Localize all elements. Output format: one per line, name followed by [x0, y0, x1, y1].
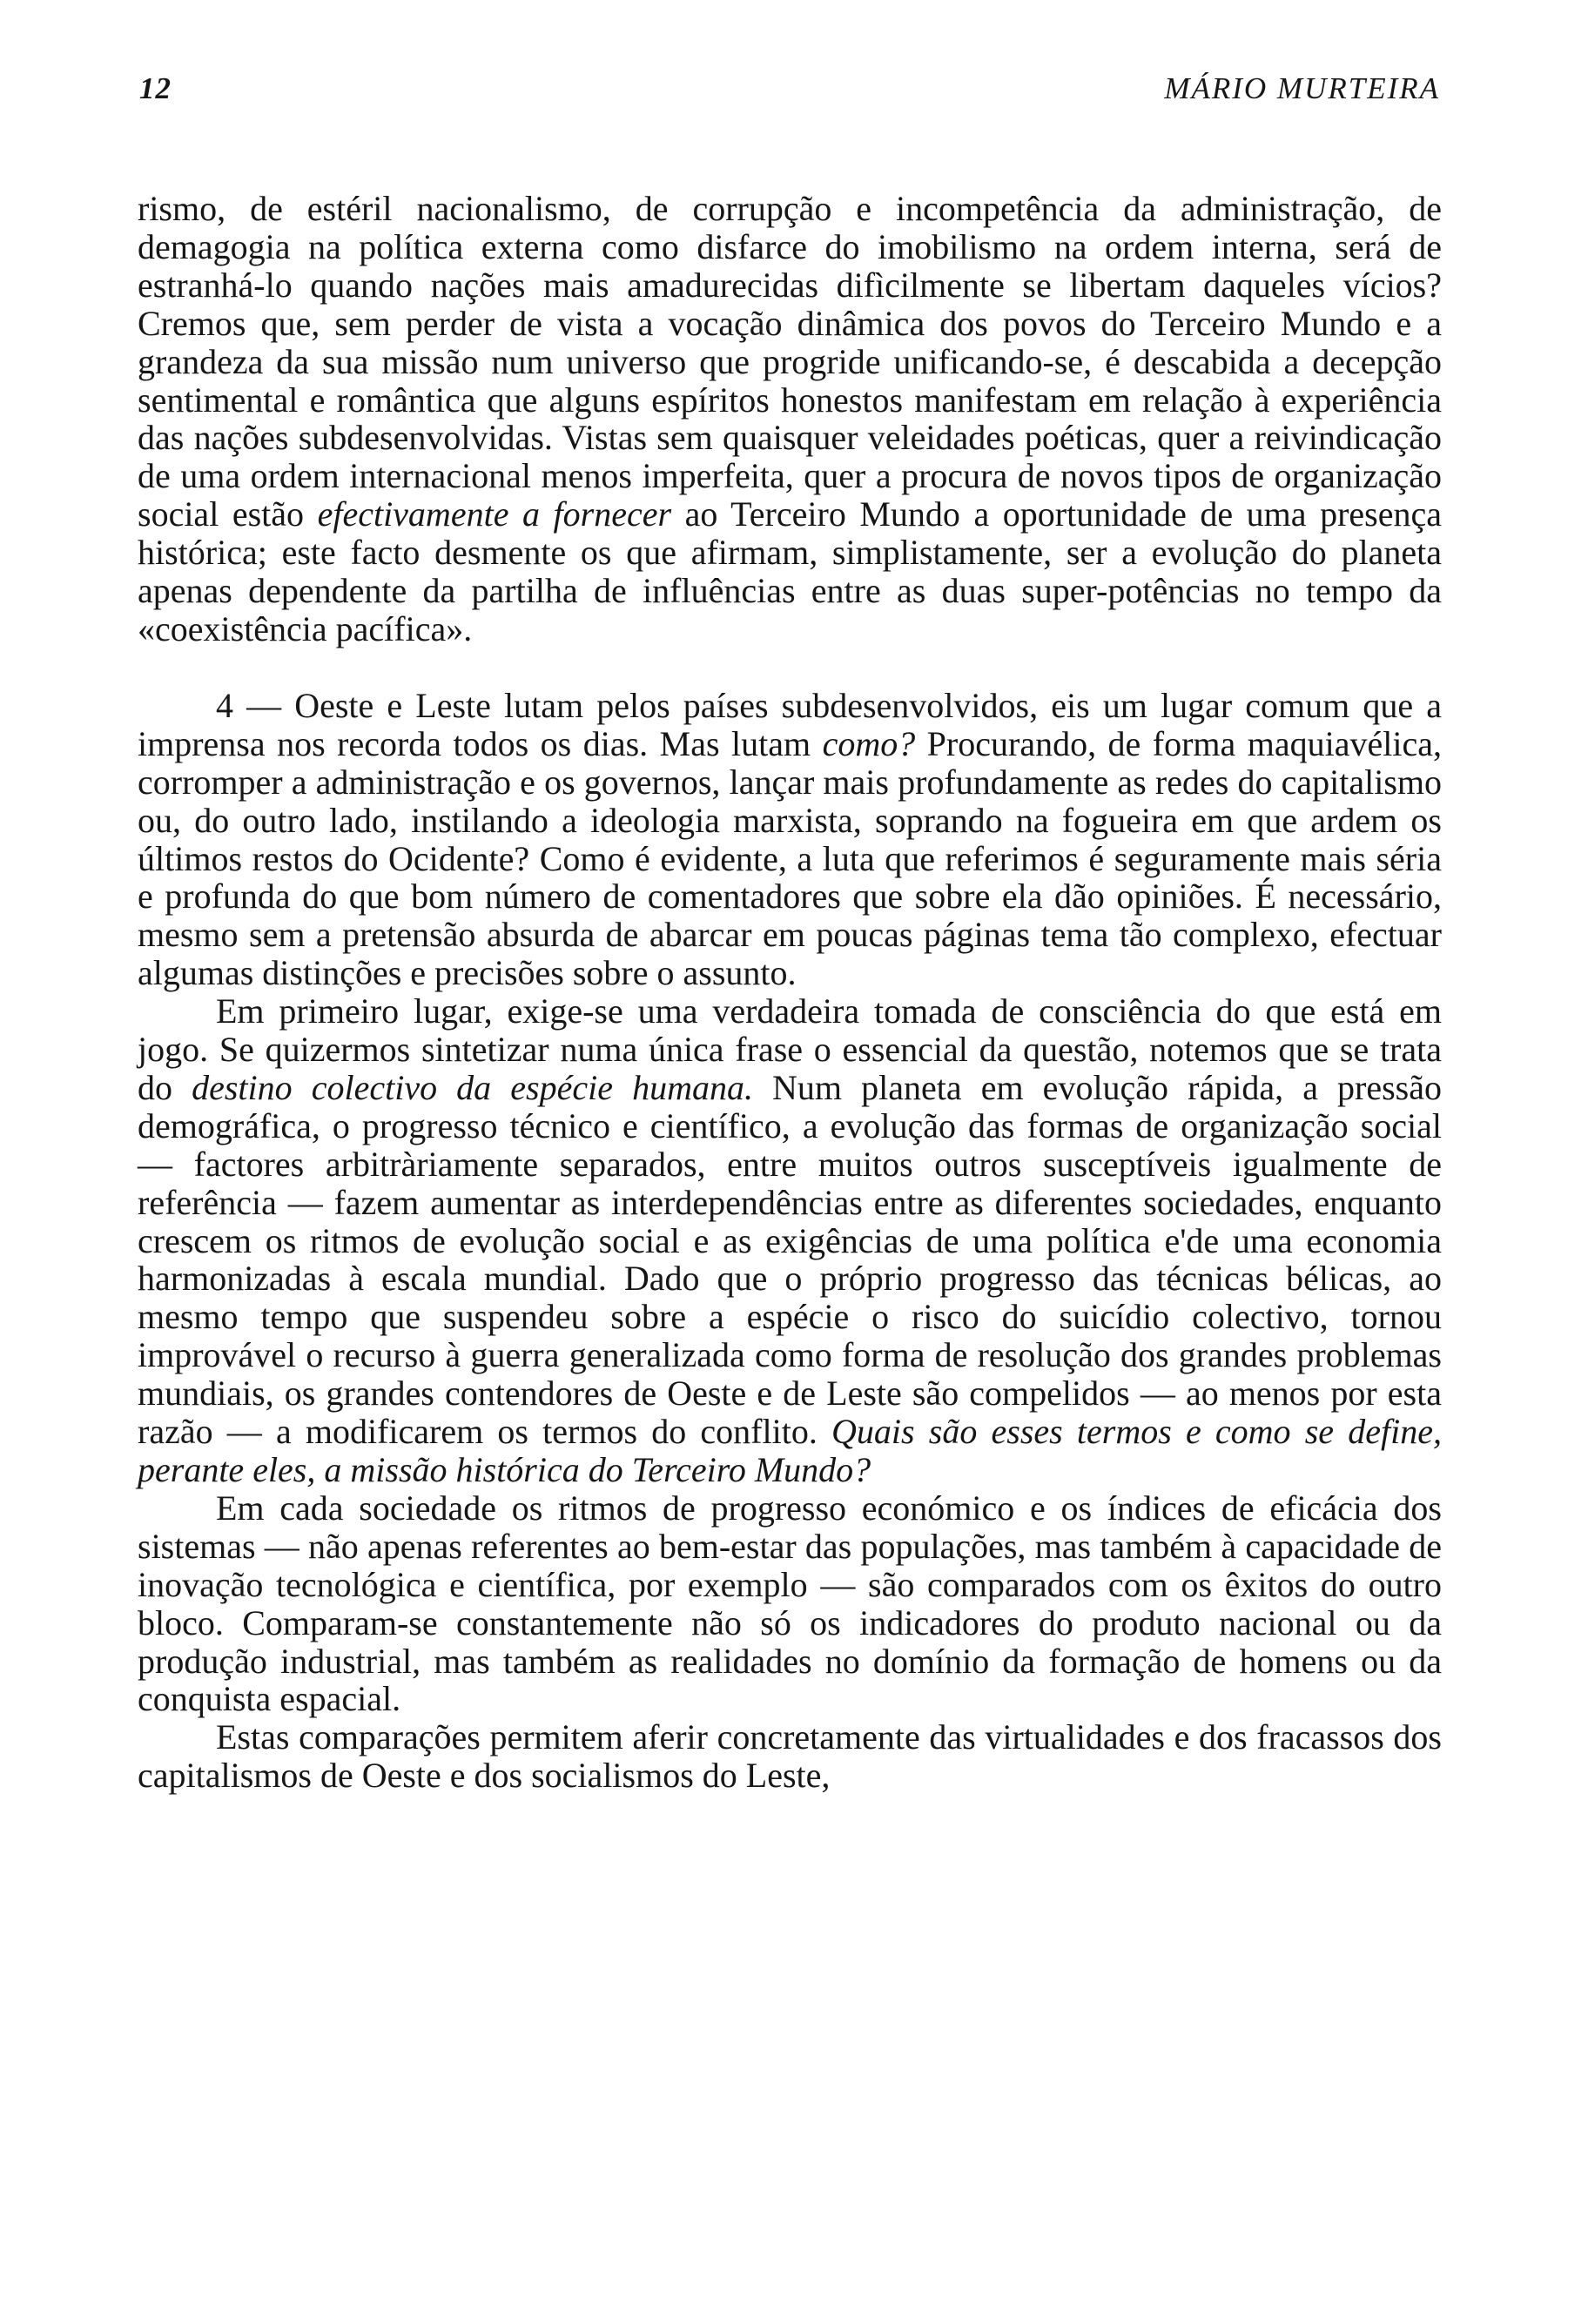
paragraph [138, 992, 1442, 1489]
text-run: Num planeta em evolução rápida, a pressão demográfica, o progresso técnico e científico, a evolução das formas de organização social — factores arbitràriamente separados, entre muitos outros susceptíveis igualmente de referência — fazem aumentar as interdependências entre as diferentes sociedades, enquanto crescem os ritmos de evolução social e as exigências de uma política e'de uma economia harmonizadas à escala mundial. Dado que o próprio progresso das técnicas bélicas, ao mesmo tempo que suspendeu sobre a espécie o risco do suicídio colectivo, tornou improvável o recurso à guerra generalizada como forma de resolução dos grandes problemas mundiais, os grandes contendores de Oeste e de Leste são compelidos — ao menos por esta razão — a modificarem os termos do conflito. [138, 1067, 1442, 1452]
italic-phrase: como? [822, 723, 916, 763]
paragraph [138, 687, 1442, 992]
text-run: Em primeiro lugar, exige-se uma verdadeira tomada de consciência do que está em jogo. Se quizermos sintetizar numa única frase o essencial da questão, notemos que se trata do [138, 991, 1442, 1107]
paragraph [138, 1489, 1442, 1718]
text-run: ao Terceiro Mundo a oportunidade de uma presença histórica; este facto desmente os que afirmam, simplistamente, ser a evolução do planeta apenas dependente da partilha de influências entre as duas super-potências no tempo da «coexistência pacífica». [138, 494, 1442, 648]
running-title: MÁRIO MURTEIRA [1164, 71, 1440, 105]
running-head [139, 71, 1440, 124]
text-run: 4 — Oeste e Leste lutam pelos países subdesenvolvidos, eis um lugar comum que a imprensa nos recorda todos os dias. Mas lutam [138, 685, 1442, 763]
italic-phrase: destino colectivo da espécie humana. [192, 1067, 753, 1107]
text-run: Procurando, de forma maquiavélica, corromper a administração e os governos, lançar mais profundamente as redes do capitalismo ou, do outro lado, instilando a ideologia marxista, soprando na fogueira em que ardem os últimos restos do Ocidente? Como é evidente, a luta que referimos é seguramente mais séria e profunda do que bom número de comentadores que sobre ela dão opiniões. É necessário, mesmo sem a pretensão absurda de abarcar em poucas páginas tema tão complexo, efectuar algumas distinções e precisões sobre o assunto. [138, 723, 1442, 993]
italic-phrase: Quais são esses termos e como se define, perante eles, a missão histórica do Terceiro Mundo? [138, 1412, 1442, 1489]
text-run: rismo, de estéril nacionalismo, de corrupção e incompetência da administração, de demagogia na política externa como disfarce do imobilismo na ordem interna, será de estranhá-lo quando nações mais amadurecidas difìcilmente se libertam daqueles vícios? Cremos que, sem perder de vista a vocação dinâmica dos povos do Terceiro Mundo e a grandeza da sua missão num universo que progride unificando-se, é descabida a decepção sentimental e romântica que alguns espíritos honestos manifestam em relação à experiência das nações subdesenvolvidas. Vistas sem quaisquer veleidades poéticas, quer a reivindicação de uma ordem internacional menos imperfeita, quer a procura de novos tipos de organização social estão [138, 189, 1442, 534]
page-number: 12 [139, 71, 172, 105]
text-run: Em cada sociedade os ritmos de progresso económico e os índices de eficácia dos sistemas — não apenas referentes ao bem-estar das populações, mas também à capacidade de inovação tecnológica e científica, por exemplo — são comparados com os êxitos do outro bloco. Comparam-se constantemente não só os indicadores do produto nacional ou da produção industrial, mas também as realidades no domínio da formação de homens ou da conquista espacial. [138, 1488, 1442, 1719]
paragraph [138, 190, 1442, 648]
italic-phrase: efectivamente a fornecer [317, 494, 672, 534]
text-run: Estas comparações permitem aferir concretamente das virtualidades e dos fracassos dos capitalismos de Oeste e dos socialismos do Leste, [138, 1717, 1442, 1796]
paragraph [138, 1718, 1442, 1795]
body-text [138, 190, 1442, 1795]
